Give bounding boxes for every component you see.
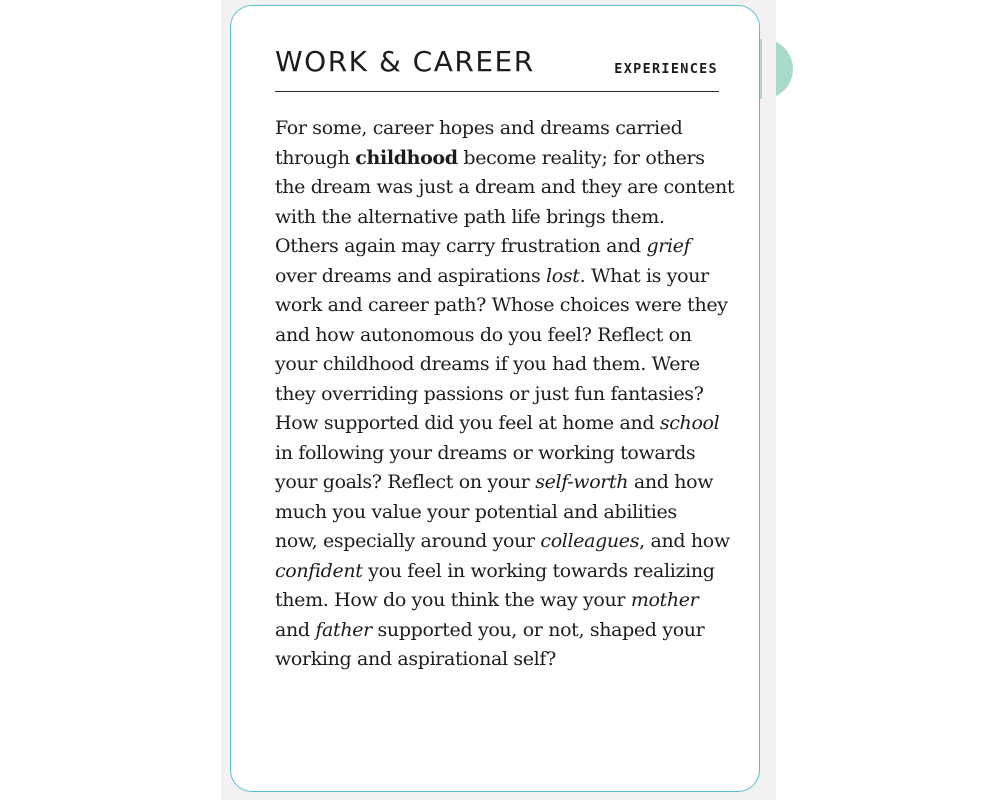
body-line: [275, 616, 735, 646]
body-line: [275, 645, 735, 675]
body-line: [275, 527, 735, 557]
body-text-segment: through: [275, 146, 356, 169]
italic-text: lost: [546, 264, 580, 287]
italic-text: mother: [630, 589, 699, 611]
body-line: [275, 173, 735, 203]
body-text-segment: they overriding passions or just fun fantasies?: [275, 382, 704, 405]
body-line: [275, 114, 735, 144]
italic-text: grief: [646, 235, 691, 257]
body-text-segment: much you value your potential and abilities: [275, 500, 677, 523]
body-line: [275, 468, 735, 498]
body-text-segment: become reality; for others: [457, 146, 705, 169]
body-text-segment: you feel in working towards realizing: [362, 559, 715, 582]
body-text-segment: For some, career hopes and dreams carried: [275, 117, 683, 139]
body-text-segment: . What is your: [579, 264, 709, 287]
body-line: [275, 262, 735, 292]
body-text-segment: How supported did you feel at home and: [275, 412, 660, 434]
tab-edge: [762, 30, 776, 110]
body-line: [275, 144, 735, 174]
body-text-segment: Others again may carry frustration and: [275, 235, 647, 257]
body-text-segment: and how: [628, 471, 714, 493]
card-category: EXPERIENCES: [614, 61, 718, 77]
italic-text: confident: [275, 559, 363, 582]
body-text-segment: in following your dreams or working towards: [275, 441, 696, 464]
body-line: [275, 439, 735, 469]
body-text-segment: , and how: [639, 530, 730, 552]
body-text-segment: supported you, or not, shaped your: [371, 618, 705, 641]
body-line: [275, 409, 735, 439]
body-text-segment: working and aspirational self?: [275, 648, 556, 670]
body-text-segment: work and career path? Whose choices were they: [275, 294, 728, 316]
body-line: [275, 203, 735, 233]
body-line: [275, 557, 735, 587]
bold-text: childhood: [355, 146, 458, 169]
body-text-segment: your childhood dreams if you had them. Were: [275, 353, 700, 375]
body-text-segment: the dream was just a dream and they are content: [275, 176, 735, 198]
title-divider: [275, 91, 719, 92]
body-text-segment: them. How do you think the way your: [275, 589, 631, 611]
card-body: [275, 114, 735, 675]
body-line: [275, 498, 735, 528]
body-text-segment: your goals? Reflect on your: [275, 471, 536, 493]
card-title: WORK & CAREER: [275, 45, 535, 78]
italic-text: colleagues: [540, 530, 640, 552]
body-text-segment: with the alternative path life brings them.: [275, 205, 665, 228]
italic-text: father: [315, 618, 372, 641]
body-text-segment: and: [275, 618, 316, 641]
body-text-segment: now, especially around your: [275, 530, 541, 552]
body-line: [275, 232, 735, 262]
body-line: [275, 321, 735, 351]
body-text-segment: and how autonomous do you feel? Reflect on: [275, 323, 692, 346]
body-line: [275, 350, 735, 380]
italic-text: self-worth: [535, 471, 629, 493]
body-text-segment: over dreams and aspirations: [275, 264, 547, 287]
body-line: [275, 291, 735, 321]
body-line: [275, 380, 735, 410]
body-line: [275, 586, 735, 616]
italic-text: school: [659, 412, 720, 434]
